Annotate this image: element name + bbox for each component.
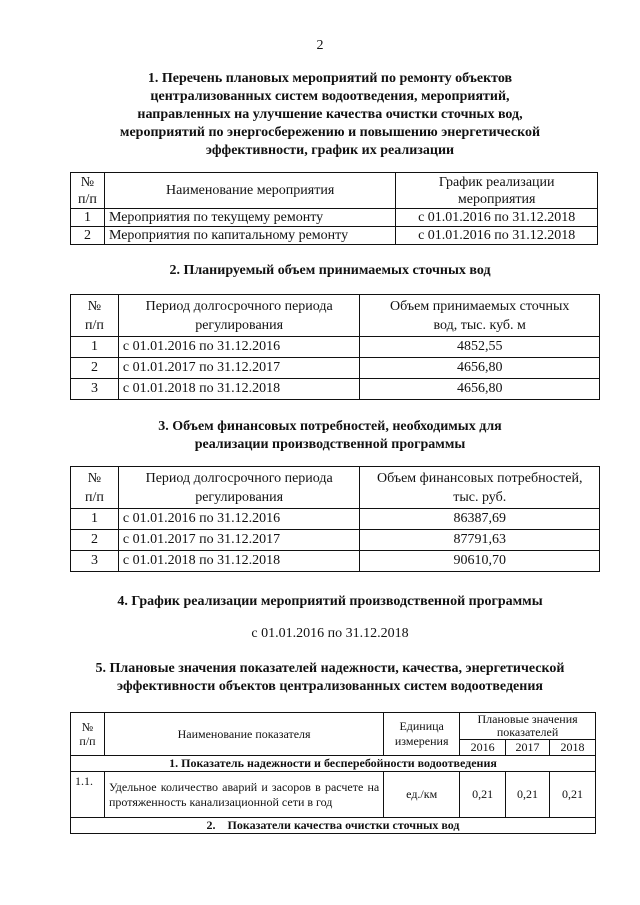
plan-values-header: Плановые значения показателей bbox=[460, 713, 596, 740]
wastewater-volume-table bbox=[70, 294, 600, 400]
num-header: № п/п bbox=[71, 467, 119, 509]
num-header: № п/п bbox=[71, 173, 105, 209]
indicator-name-header: Наименование показателя bbox=[104, 713, 383, 756]
section5-title: 5. Плановые значения показателей надежности, качества, энергетической эффективности объектов централизованных систем водоотведения bbox=[95, 661, 565, 694]
schedule-header: График реализации мероприятия bbox=[396, 173, 598, 209]
table-row: 1 с 01.01.2016 по 31.12.2016 4852,55 bbox=[71, 337, 600, 358]
year-2016-header: 2016 bbox=[460, 740, 506, 756]
table-header-row bbox=[71, 173, 598, 209]
table-row: 2 Мероприятия по капитальному ремонту с 01.01.2016 по 31.12.2018 bbox=[71, 227, 598, 245]
section4-title: 4. График реализации мероприятий производственной программы bbox=[117, 594, 543, 609]
table-row: 1 Мероприятия по текущему ремонту с 01.01.2016 по 31.12.2018 bbox=[71, 209, 598, 227]
table-row: 2 с 01.01.2017 по 31.12.2017 4656,80 bbox=[71, 358, 600, 379]
group2-label: 2. Показатели качества очистки сточных вод bbox=[71, 818, 596, 834]
table-row: 1.1. Удельное количество аварий и засоров в расчете на протяженность канализационной сети в год ед./км 0,21 0,21 0,21 bbox=[71, 772, 596, 818]
group1-label: 1. Показатель надежности и бесперебойности водоотведения bbox=[71, 756, 596, 772]
year-2018-header: 2018 bbox=[550, 740, 596, 756]
num-header: № п/п bbox=[71, 713, 105, 756]
section3-title: 3. Объем финансовых потребностей, необходимых для реализации производственной программы bbox=[158, 419, 502, 452]
table-header-row bbox=[71, 713, 596, 740]
activities-table bbox=[70, 172, 598, 245]
table-row: 1 с 01.01.2016 по 31.12.2016 86387,69 bbox=[71, 509, 600, 530]
period-header: Период долгосрочного периода регулирования bbox=[118, 467, 360, 509]
indicators-table bbox=[70, 712, 596, 834]
section1-title: 1. Перечень плановых мероприятий по ремонту объектов централизованных систем водоотведения, мероприятий, направленных на улучшение качества очистки сточных вод, мероприятий по энергосбережению и повышению энергетической эффективности, график их реализации bbox=[119, 71, 541, 158]
section2-title: 2. Планируемый объем принимаемых сточных вод bbox=[169, 263, 491, 278]
name-header: Наименование мероприятия bbox=[104, 173, 395, 209]
table-row: 2 с 01.01.2017 по 31.12.2017 87791,63 bbox=[71, 530, 600, 551]
section4-period: с 01.01.2016 по 31.12.2018 bbox=[251, 626, 409, 641]
group-row bbox=[71, 756, 596, 772]
group-row bbox=[71, 818, 596, 834]
table-row: 3 с 01.01.2018 по 31.12.2018 90610,70 bbox=[71, 551, 600, 572]
table-header-row bbox=[71, 467, 600, 509]
table-row: 3 с 01.01.2018 по 31.12.2018 4656,80 bbox=[71, 379, 600, 400]
year-2017-header: 2017 bbox=[506, 740, 550, 756]
unit-header: Единица измерения bbox=[384, 713, 460, 756]
page-number: 2 bbox=[316, 38, 324, 53]
finance-header: Объем финансовых потребностей, тыс. руб. bbox=[360, 467, 600, 509]
num-header: № п/п bbox=[71, 295, 119, 337]
period-header: Период долгосрочного периода регулирования bbox=[118, 295, 360, 337]
table-header-row bbox=[71, 295, 600, 337]
volume-header: Объем принимаемых сточных вод, тыс. куб. м bbox=[360, 295, 600, 337]
financial-needs-table bbox=[70, 466, 600, 572]
